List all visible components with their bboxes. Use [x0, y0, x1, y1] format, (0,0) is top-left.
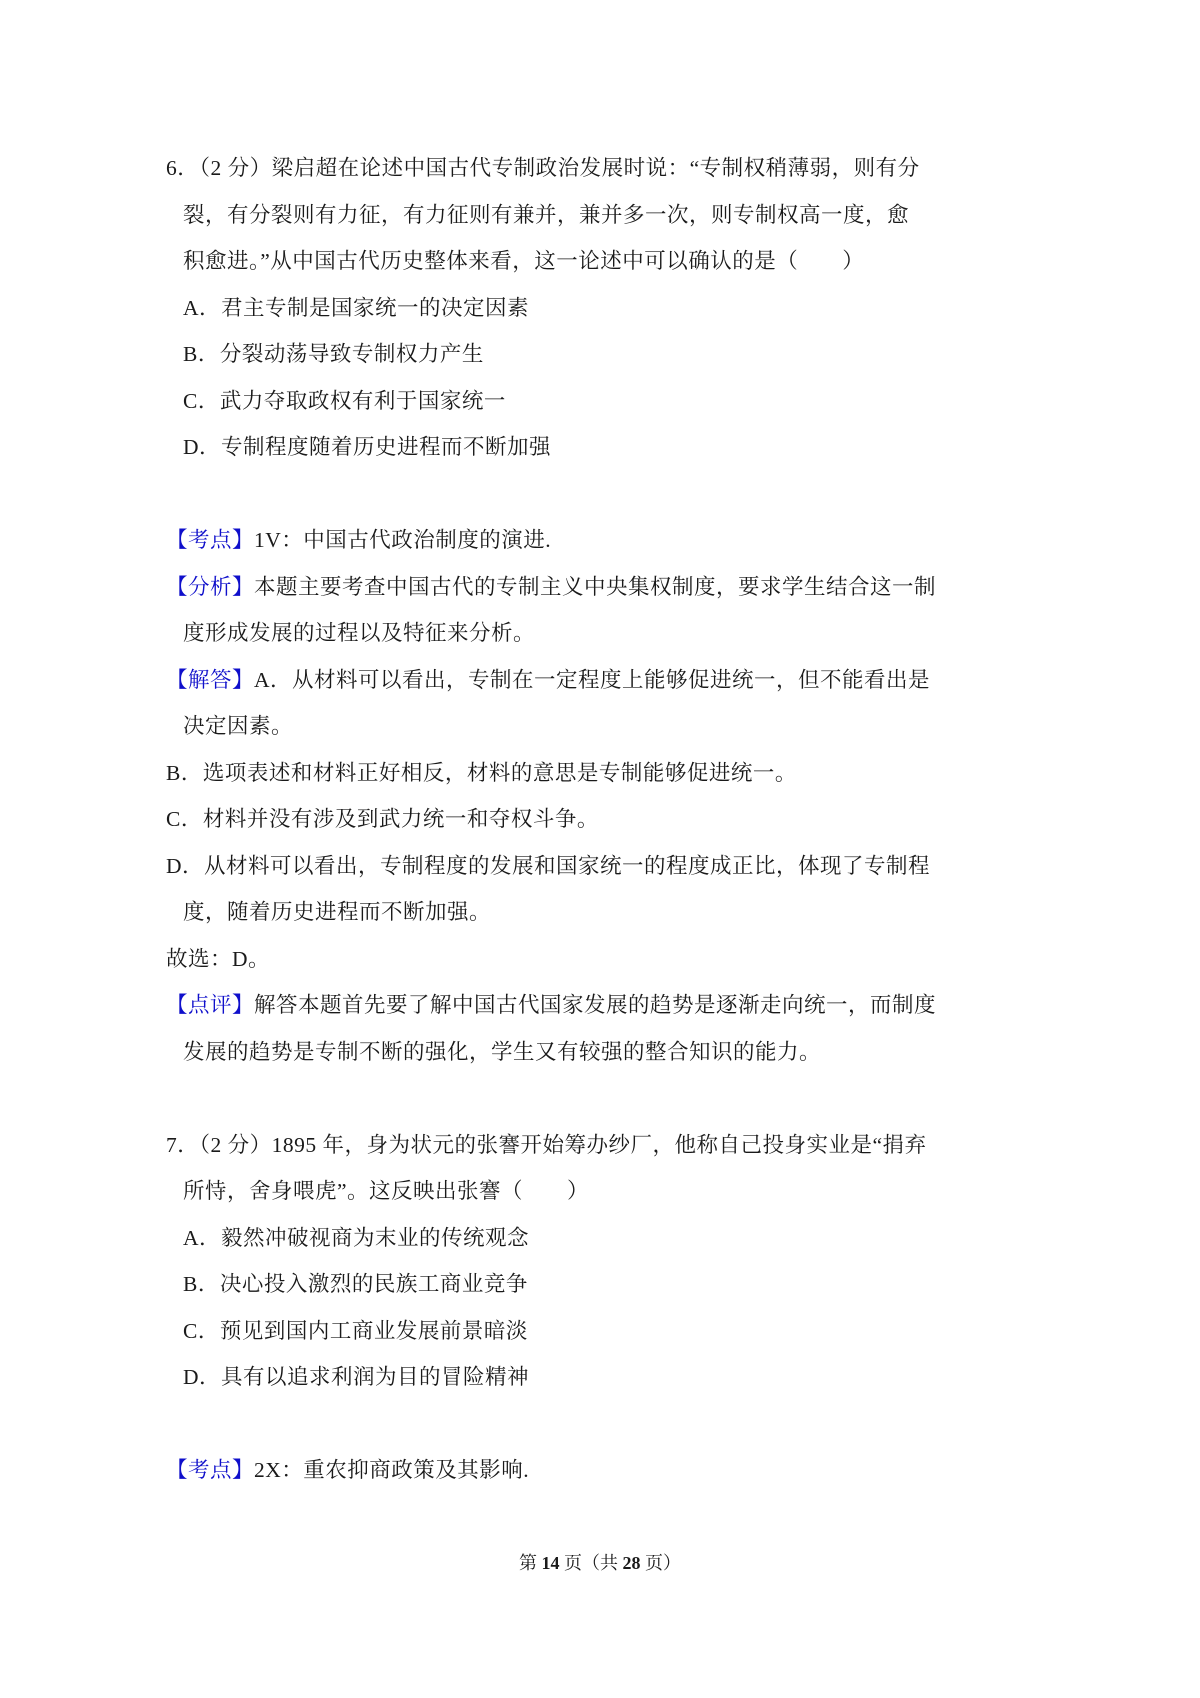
section-label: 【解答】: [166, 667, 255, 692]
line-text: 本题主要考查中国古代的专制主义中央集权制度，要求学生结合这一制: [254, 574, 937, 599]
line-text: 1V：中国古代政治制度的演进.: [254, 528, 552, 552]
section-label: 【点评】: [166, 993, 255, 1017]
q7-kaodian: [166, 1447, 1056, 1494]
line-text: B．分裂动荡导致专制权力产生: [183, 342, 484, 366]
q6-line-1: [166, 145, 1056, 192]
line-text: A．从材料可以看出，专制在一定程度上能够促进统一，但不能看出是: [254, 667, 931, 692]
q6-jieda-c: [166, 796, 1056, 843]
q6-jieda-d-1: [166, 843, 1056, 890]
line-text: A．君主专制是国家统一的决定因素: [183, 295, 530, 320]
line-text: 解答本题首先要了解中国古代国家发展的趋势是逐渐走向统一，而制度: [254, 993, 937, 1017]
page-number-value: 28: [622, 1553, 641, 1573]
line-text: 所恃，舍身喂虎”。这反映出张謇（ ）: [183, 1179, 590, 1203]
q7-line-1: [166, 1122, 1056, 1169]
line-text: D．专制程度随着历史进程而不断加强: [183, 435, 552, 459]
q6-guxuan: [166, 936, 1056, 983]
line-text: 发展的趋势是专制不断的强化，学生又有较强的整合知识的能力。: [183, 1039, 822, 1064]
blank-line: [166, 1075, 1056, 1122]
q6-option-b: [166, 331, 1056, 378]
q6-jieda-a-2: [166, 703, 1056, 750]
q6-option-a: [166, 285, 1056, 332]
line-text: 6．（2 分）梁启超在论述中国古代专制政治发展时说：“专制权稍薄弱，则有分: [166, 156, 920, 180]
blank-line: [166, 1401, 1056, 1448]
q6-line-3: [166, 238, 1056, 285]
q6-line-2: [166, 192, 1056, 239]
page-number-text: 页）: [640, 1553, 681, 1573]
section-label: 【考点】: [166, 528, 255, 552]
line-text: B．选项表述和材料正好相反，材料的意思是专制能够促进统一。: [166, 760, 797, 785]
line-text: D．具有以追求利润为目的冒险精神: [183, 1365, 530, 1389]
line-text: 裂，有分裂则有力征，有力征则有兼并，兼并多一次，则专制权高一度，愈: [183, 202, 910, 227]
blank-line: [166, 471, 1056, 518]
q6-fenxi-2: [166, 610, 1056, 657]
line-text: 积愈进。”从中国古代历史整体来看，这一论述中可以确认的是（ ）: [183, 249, 865, 273]
q6-dianping-2: [166, 1029, 1056, 1076]
q6-kaodian: [166, 517, 1056, 564]
q7-line-2: [166, 1168, 1056, 1215]
line-text: C．武力夺取政权有利于国家统一: [183, 388, 506, 413]
line-text: 决定因素。: [183, 714, 294, 738]
section-label: 【考点】: [166, 1458, 255, 1482]
q6-option-c: [166, 378, 1056, 425]
line-text: C．预见到国内工商业发展前景暗淡: [183, 1318, 528, 1343]
q6-jieda-d-2: [166, 889, 1056, 936]
line-text: 故选：D。: [166, 946, 271, 971]
page-number-text: 页（共: [559, 1553, 623, 1573]
line-text: 度，随着历史进程而不断加强。: [183, 900, 492, 924]
q7-option-c: [166, 1308, 1056, 1355]
line-text: 度形成发展的过程以及特征来分析。: [183, 621, 536, 645]
q6-jieda-a-1: [166, 657, 1056, 704]
line-text: 2X：重农抑商政策及其影响.: [254, 1458, 530, 1482]
line-text: D．从材料可以看出，专制程度的发展和国家统一的程度成正比，体现了专制程: [166, 853, 931, 878]
q7-option-a: [166, 1215, 1056, 1262]
line-text: A．毅然冲破视商为末业的传统观念: [183, 1225, 530, 1250]
section-label: 【分析】: [166, 574, 255, 599]
q6-dianping-1: [166, 982, 1056, 1029]
page-number: [519, 1553, 681, 1573]
page-footer: [0, 1540, 1200, 1586]
q6-fenxi-1: [166, 564, 1056, 611]
line-text: C．材料并没有涉及到武力统一和夺权斗争。: [166, 807, 599, 831]
page-number-text: 第: [519, 1553, 542, 1573]
page-number-value: 14: [541, 1553, 560, 1573]
line-text: B．决心投入激烈的民族工商业竞争: [183, 1272, 528, 1296]
document-body: [166, 145, 1056, 1494]
q7-option-b: [166, 1261, 1056, 1308]
q6-option-d: [166, 424, 1056, 471]
line-text: 7．（2 分）1895 年，身为状元的张謇开始筹办纱厂，他称自己投身实业是“捐弃: [166, 1132, 927, 1157]
q7-option-d: [166, 1354, 1056, 1401]
q6-jieda-b: [166, 750, 1056, 797]
